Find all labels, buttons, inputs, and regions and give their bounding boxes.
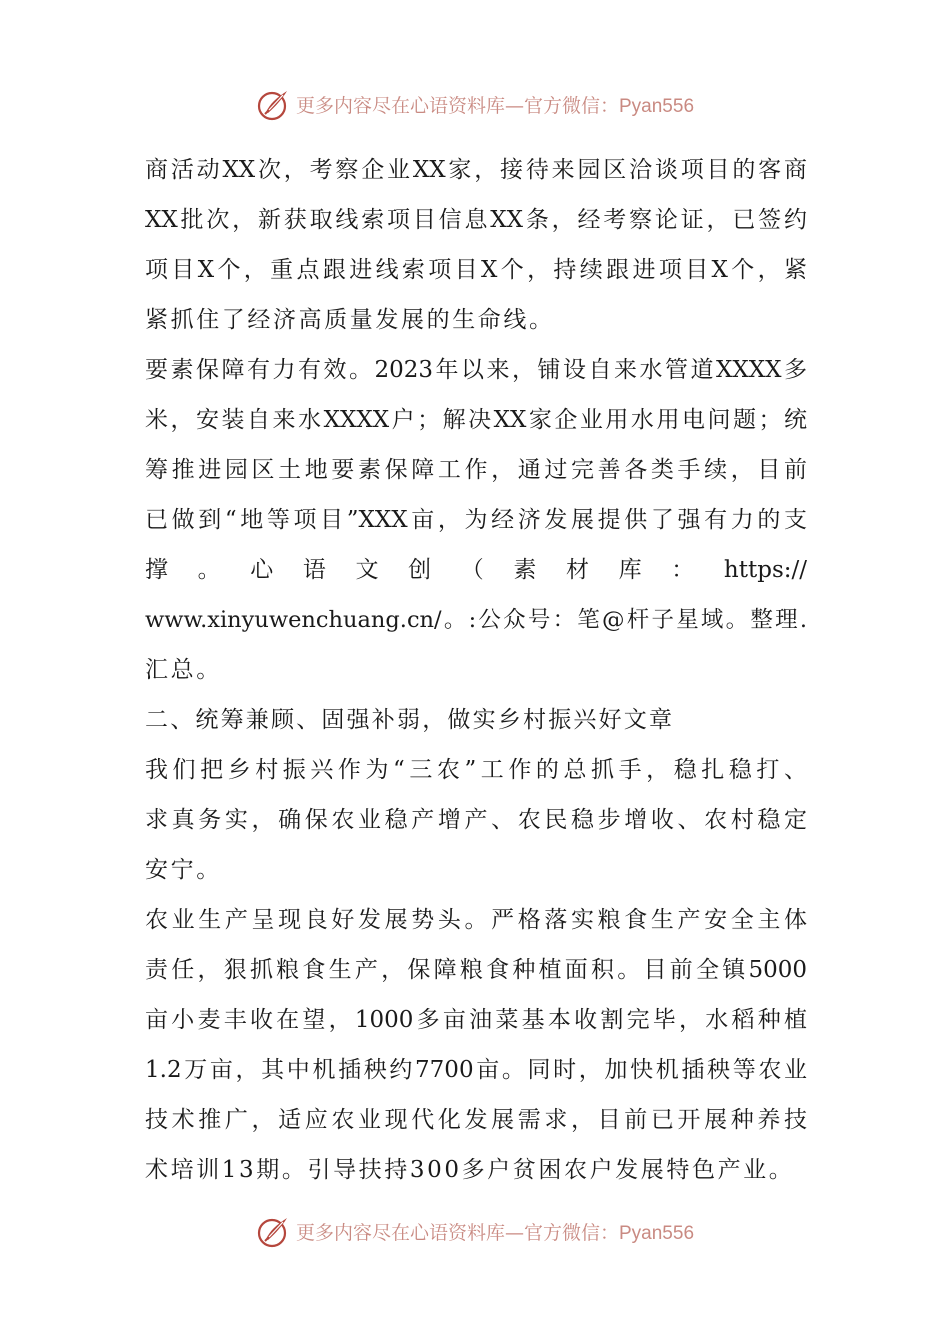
- document-body: [145, 145, 807, 1195]
- body-line: XX批次，新获取线索项目信息XX条，经考察论证，已签约: [145, 207, 807, 233]
- quill-logo-icon: [256, 86, 292, 122]
- body-line: 安宁。: [145, 857, 222, 883]
- footer-wechat-id: Pyan556: [619, 1222, 695, 1244]
- header-wechat-id: Pyan556: [619, 95, 695, 117]
- body-line: 汇总。: [145, 657, 222, 683]
- body-line: 亩小麦丰收在望，1000多亩油菜基本收割完毕，水稻种植: [145, 1007, 807, 1033]
- body-line: 项目X个，重点跟进线索项目X个，持续跟进项目X个，紧: [145, 257, 807, 283]
- body-line: 农业生产呈现良好发展势头。严格落实粮食生产安全主体: [145, 907, 807, 933]
- body-line: 求真务实，确保农业稳产增产、农民稳步增收、农村稳定: [145, 807, 807, 833]
- body-line: www.xinyuwenchuang.cn/。:公众号：笔@杆子星域。整理.: [145, 607, 807, 633]
- body-line: 技术推广，适应农业现代化发展需求，目前已开展种养技: [145, 1107, 807, 1133]
- header-watermark-banner: [0, 84, 950, 124]
- body-line: 紧抓住了经济高质量发展的生命线。: [145, 307, 555, 333]
- footer-banner-text: 更多内容尽在心语资料库—官方微信：Pyan556: [295, 1221, 695, 1244]
- body-line: 责任，狠抓粮食生产，保障粮食种植面积。目前全镇5000: [145, 957, 807, 983]
- section-heading: 二、统筹兼顾、固强补弱，做实乡村振兴好文章: [145, 707, 675, 733]
- body-line: 术培训13期。引导扶持300多户贫困农户发展特色产业。: [145, 1157, 795, 1183]
- body-line: 要素保障有力有效。2023年以来，铺设自来水管道XXXX多: [145, 357, 807, 383]
- body-line: 撑 。 心 语 文 创 （ 素 材 库 ： https://: [145, 557, 807, 583]
- body-line: 1.2万亩，其中机插秧约7700亩。同时，加快机插秧等农业: [145, 1057, 807, 1083]
- header-banner-text: 更多内容尽在心语资料库—官方微信：Pyan556: [295, 94, 695, 117]
- body-line: 筹推进园区土地要素保障工作，通过完善各类手续，目前: [145, 457, 807, 483]
- footer-watermark-banner: [0, 1211, 950, 1251]
- body-line: 已做到“地等项目”XXX亩，为经济发展提供了强有力的支: [145, 507, 807, 533]
- body-line: 商活动XX次，考察企业XX家，接待来园区洽谈项目的客商: [145, 157, 807, 183]
- body-line: 米，安装自来水XXXX户；解决XX家企业用水用电问题；统: [145, 407, 807, 433]
- body-line: 我们把乡村振兴作为“三农”工作的总抓手，稳扎稳打、: [145, 757, 807, 783]
- quill-logo-icon: [256, 1213, 292, 1249]
